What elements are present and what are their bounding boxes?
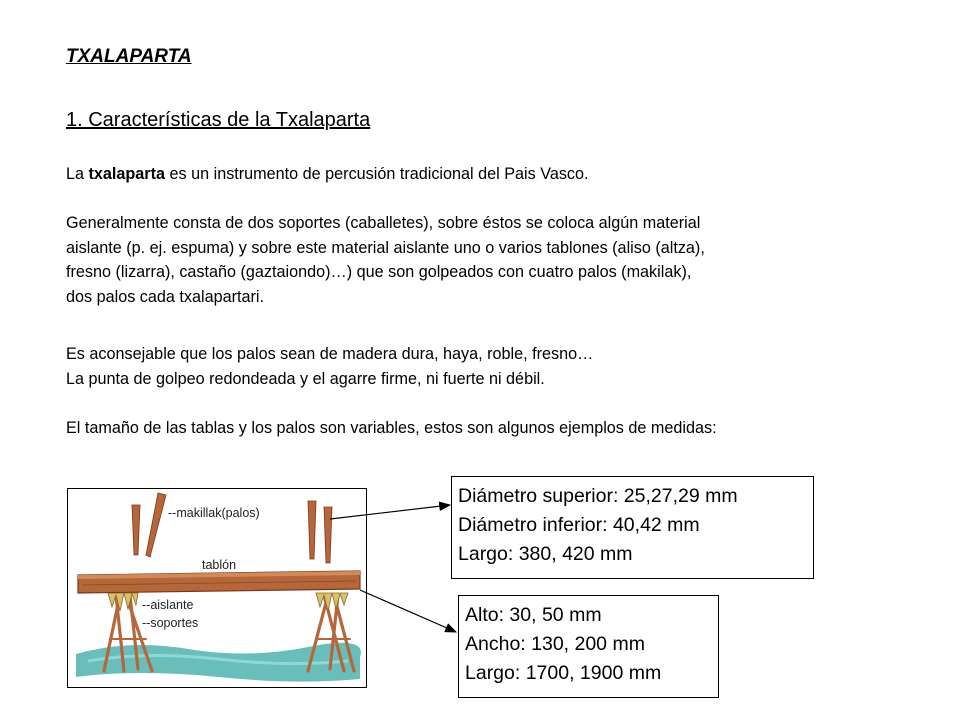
label-sticks: --makillak(palos) <box>168 506 260 520</box>
document-title: TXALAPARTA <box>66 46 192 67</box>
description-line: fresno (lizarra), castaño (gaztaiondo)…) que son golpeados con cuatro palos (makilak), <box>66 263 692 281</box>
plank-measures-box <box>458 595 719 698</box>
description-paragraph <box>66 211 705 309</box>
plank <box>78 571 360 593</box>
label-supports: --soportes <box>142 616 199 630</box>
plank-measure-line: Largo: 1700, 1900 mm <box>465 662 662 684</box>
arrow-to-plank-box <box>360 590 456 632</box>
advice-line: Es aconsejable que los palos sean de madera dura, haya, roble, fresno… <box>66 345 594 363</box>
txalaparta-illustration <box>67 488 367 688</box>
sticks-measure-line: Diámetro superior: 25,27,29 mm <box>458 485 738 507</box>
description-line: dos palos cada txalapartari. <box>66 287 264 306</box>
measures-intro-line: El tamaño de las tablas y los palos son variables, estos son algunos ejemplos de medidas: <box>66 419 717 437</box>
label-plank: tablón <box>202 558 237 572</box>
description-line: Generalmente consta de dos soportes (caballetes), sobre éstos se coloca algún material <box>66 214 701 232</box>
sticks-measure-line: Diámetro inferior: 40,42 mm <box>458 514 700 536</box>
advice-line: La punta de golpeo redondeada y el agarre firme, ni fuerte ni débil. <box>66 369 545 388</box>
intro-suffix: es un instrumento de percusión tradicional del Pais Vasco. <box>165 165 589 183</box>
intro-term: txalaparta <box>88 165 165 183</box>
plank-measure-line: Ancho: 130, 200 mm <box>465 633 645 655</box>
description-line: aislante (p. ej. espuma) y sobre este material aislante uno o varios tablones (aliso (altza), <box>66 238 705 257</box>
label-insulation: --aislante <box>142 598 194 612</box>
intro-paragraph <box>66 162 589 187</box>
sticks-measure-line: Largo: 380, 420 mm <box>458 543 633 565</box>
sticks <box>132 493 332 563</box>
advice-paragraph <box>66 342 593 391</box>
measures-intro <box>66 416 717 441</box>
txalaparta-drawing <box>68 489 366 687</box>
intro-prefix: La <box>66 165 89 183</box>
sticks-measures-box <box>451 476 814 579</box>
plank-measure-line: Alto: 30, 50 mm <box>465 604 602 626</box>
section-heading: 1. Características de la Txalaparta <box>66 109 371 131</box>
